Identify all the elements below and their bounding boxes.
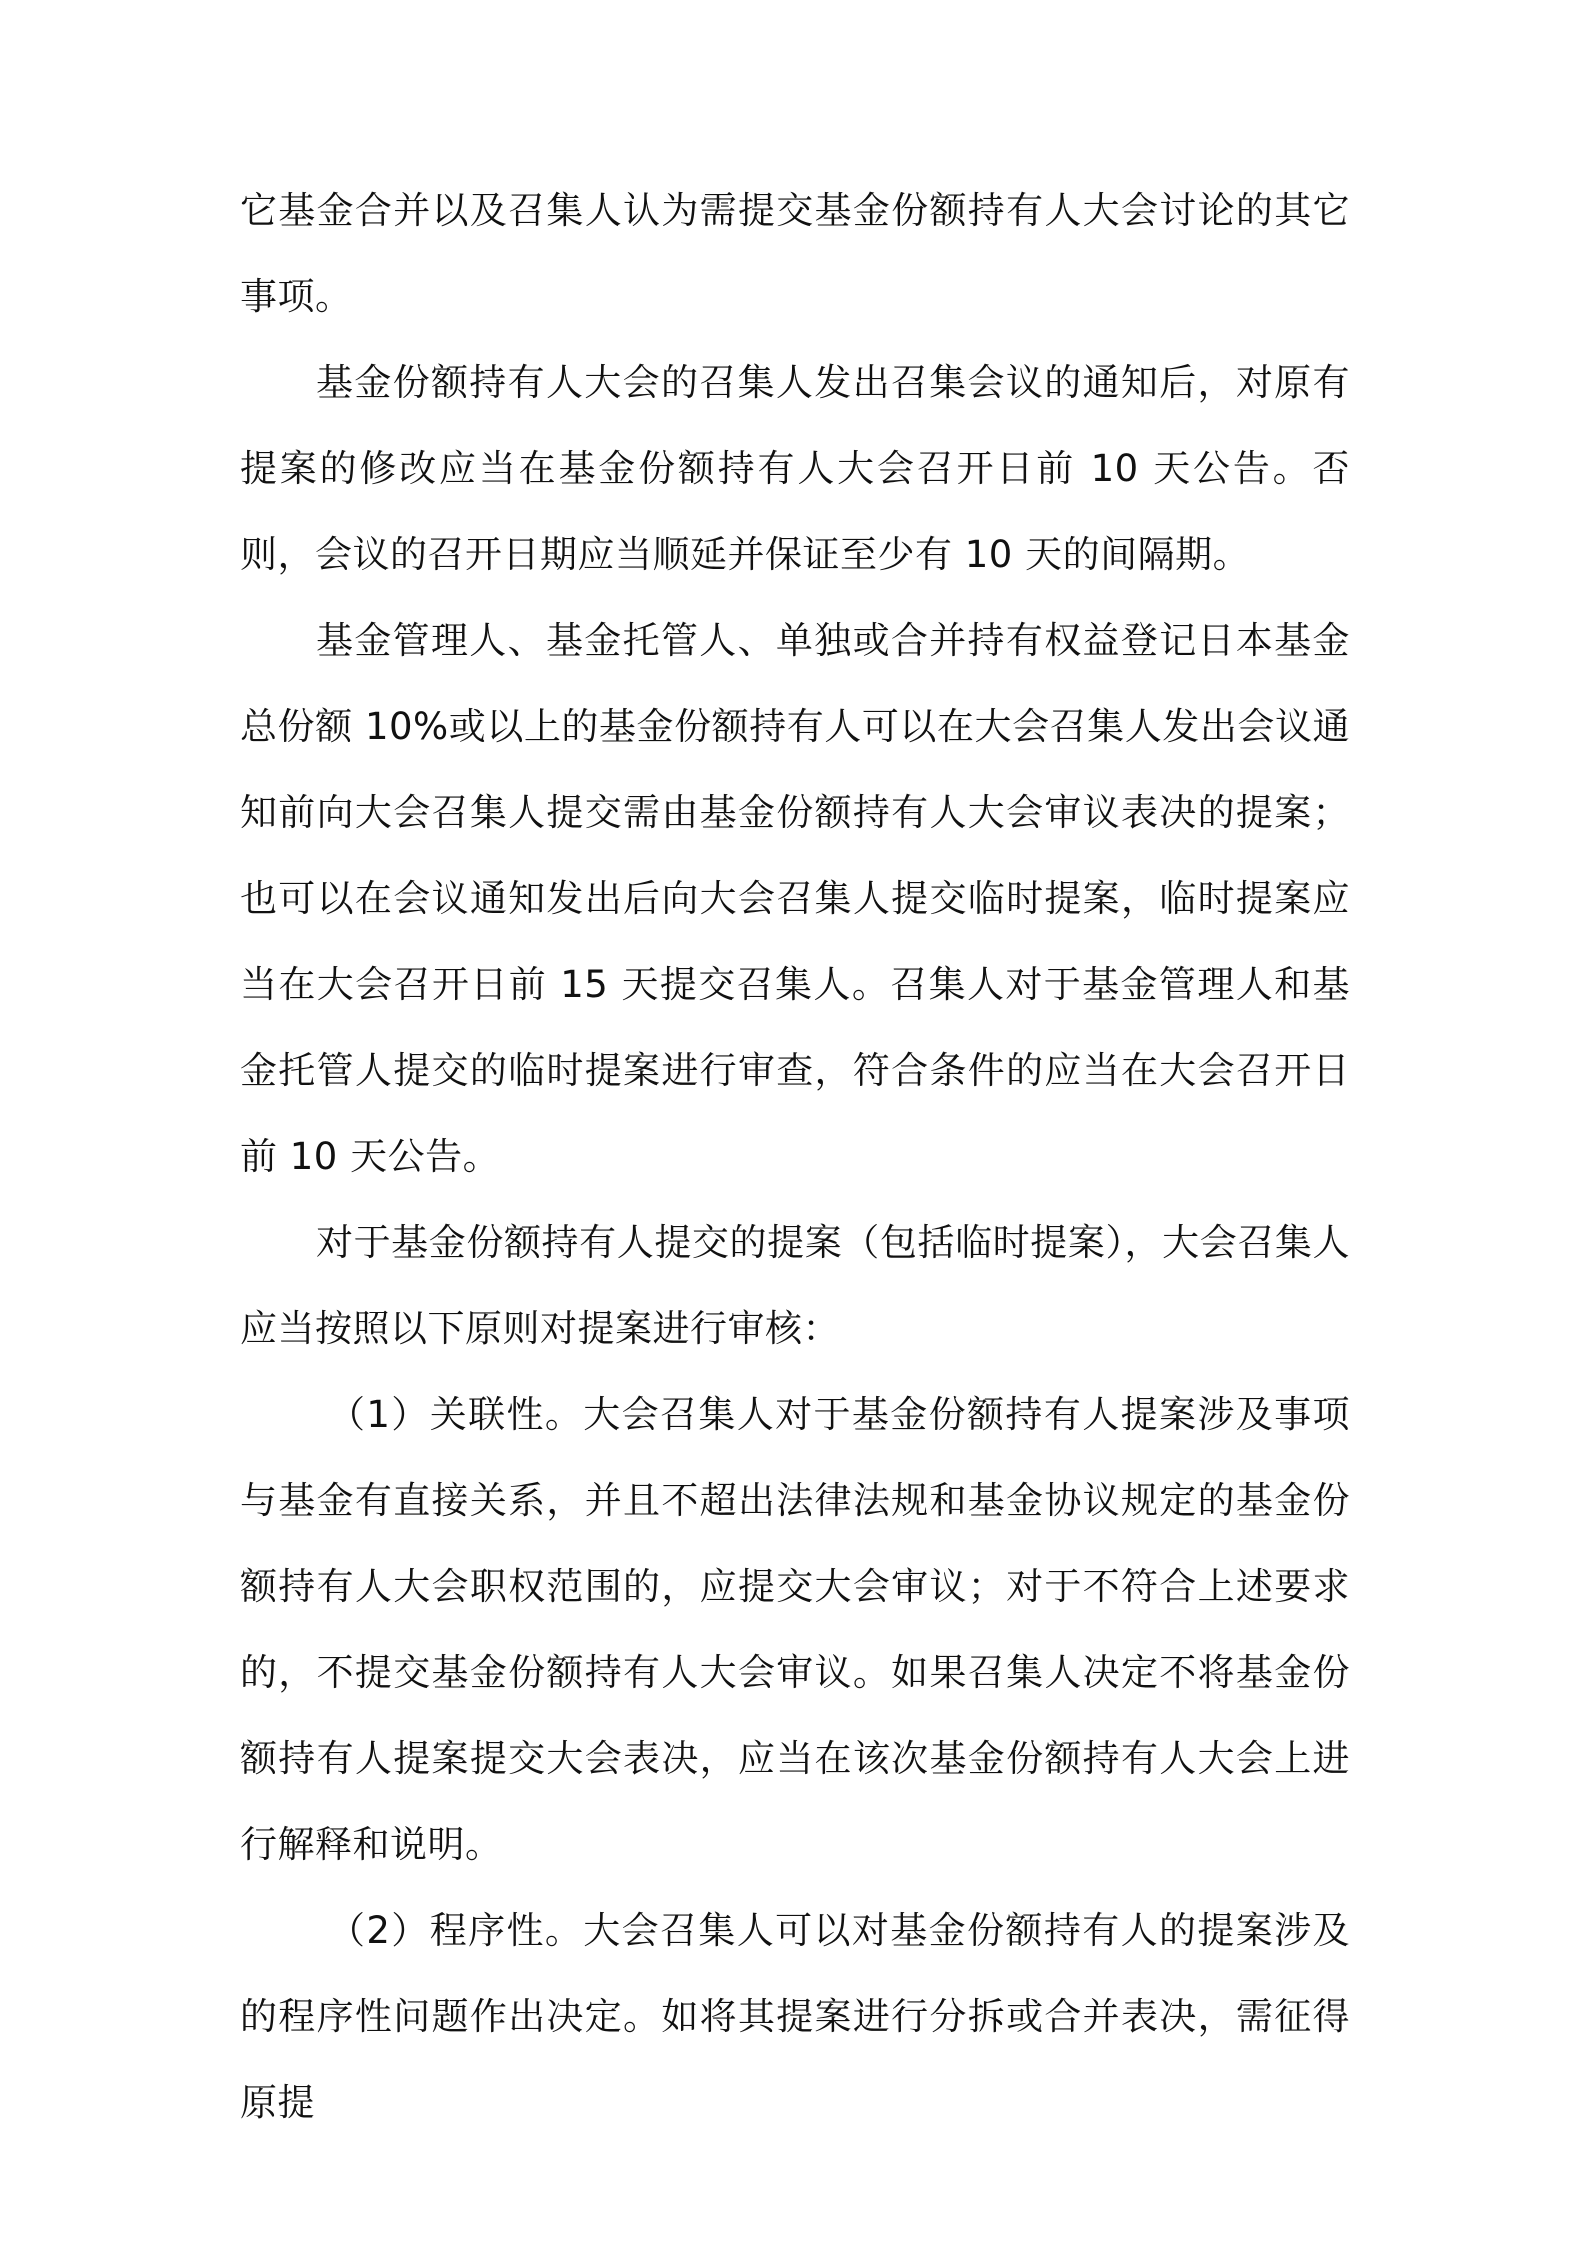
- paragraph-proposal-submission: 基金管理人、基金托管人、单独或合并持有权益登记日本基金总份额 10%或以上的基金份额持有人可以在大会召集人发出会议通知前向大会召集人提交需由基金份额持有人大会审议表决的提案；也可以在会议通知发出后向大会召集人提交临时提案，临时提案应当在大会召开日前 15 天提交召集人。召集人对于基金管理人和基金托管人提交的临时提案进行审查，符合条件的应当在大会召开日前 10 天公告。: [240, 619, 1350, 1178]
- paragraph-review-principles: 对于基金份额持有人提交的提案（包括临时提案），大会召集人应当按照以下原则对提案进行审核：: [240, 1221, 1350, 1350]
- paragraph-continuation: 它基金合并以及召集人认为需提交基金份额持有人大会讨论的其它事项。: [240, 189, 1350, 318]
- document-body: [240, 168, 1350, 2146]
- paragraph-procedure: （2）程序性。大会召集人可以对基金份额持有人的提案涉及的程序性问题作出决定。如将其提案进行分拆或合并表决，需征得原提: [240, 1909, 1350, 2124]
- paragraph-proposal-amendment: 基金份额持有人大会的召集人发出召集会议的通知后，对原有提案的修改应当在基金份额持有人大会召开日前 10 天公告。否则，会议的召开日期应当顺延并保证至少有 10 天的间隔期。: [240, 361, 1350, 576]
- paragraph-relevance: （1）关联性。大会召集人对于基金份额持有人提案涉及事项与基金有直接关系，并且不超出法律法规和基金协议规定的基金份额持有人大会职权范围的，应提交大会审议；对于不符合上述要求的，不提交基金份额持有人大会审议。如果召集人决定不将基金份额持有人提案提交大会表决，应当在该次基金份额持有人大会上进行解释和说明。: [240, 1393, 1350, 1866]
